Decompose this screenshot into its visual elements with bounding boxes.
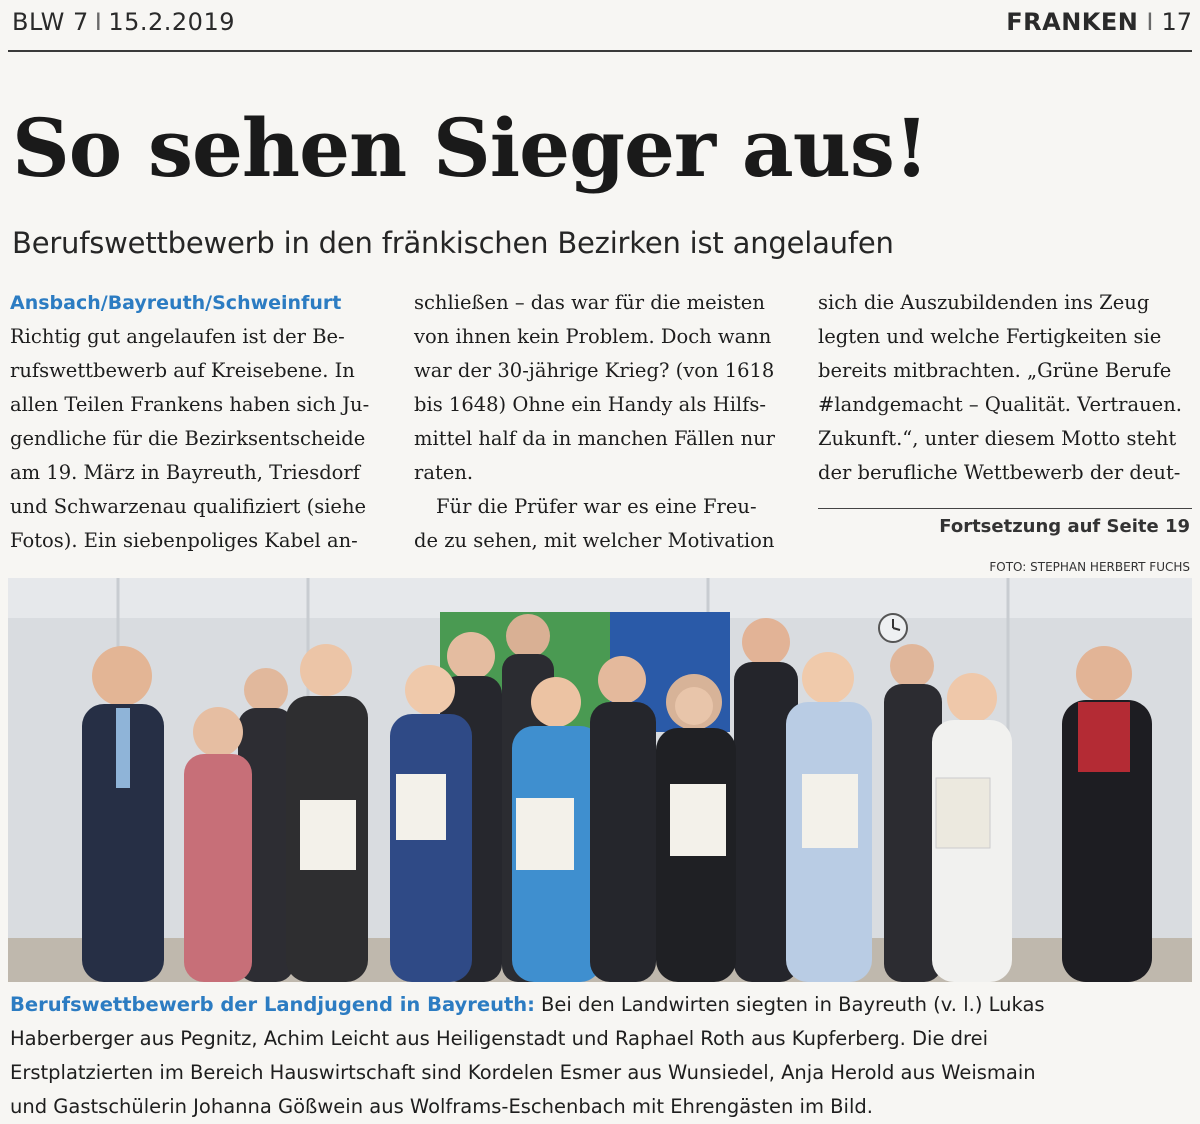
issue-date: 15.2.2019	[108, 8, 235, 36]
text-line: schließen – das war für die meisten	[414, 291, 765, 314]
text-line: Richtig gut angelaufen ist der Be-	[10, 325, 345, 348]
text-line: der berufliche Wettbewerb der deut-	[818, 461, 1181, 484]
group-photo	[8, 578, 1192, 982]
header-separator: I	[94, 8, 103, 36]
page-header	[0, 0, 1200, 50]
headline: So sehen Sieger aus!	[12, 101, 929, 195]
text-line: gendliche für die Bezirksentscheide	[10, 427, 366, 450]
photo-credit: FOTO: STEPHAN HERBERT FUCHS	[989, 560, 1190, 574]
caption-line: Haberberger aus Pegnitz, Achim Leicht aus Heiligenstadt und Raphael Roth aus Kupferberg. Die drei	[10, 1027, 989, 1050]
article-column-3	[818, 286, 1190, 490]
text-line: sich die Auszubildenden ins Zeug	[818, 291, 1150, 314]
text-line: und Schwarzenau qualifiziert (siehe	[10, 495, 367, 518]
text-line: von ihnen kein Problem. Doch wann	[414, 325, 772, 348]
text-line: allen Teilen Frankens haben sich Ju-	[10, 393, 370, 416]
header-rule	[8, 50, 1192, 52]
text-line: bis 1648) Ohne ein Handy als Hilfs-	[414, 393, 766, 416]
continuation-rule	[818, 508, 1192, 509]
text-line: Fotos). Ein siebenpoliges Kabel an-	[10, 529, 358, 552]
caption-line	[10, 988, 1190, 1022]
text-line: #landgemacht – Qualität. Vertrauen.	[818, 393, 1182, 416]
text-line: legten und welche Fertigkeiten sie	[818, 325, 1162, 348]
text-line: am 19. März in Bayreuth, Triesdorf	[10, 461, 360, 484]
page-number: 17	[1161, 8, 1192, 36]
issue-info	[12, 8, 235, 36]
section-info	[1006, 8, 1192, 36]
caption-line: Erstplatzierten im Bereich Hauswirtschaft sind Kordelen Esmer aus Wunsiedel, Anja Herold aus Weismain	[10, 1061, 1036, 1084]
text-line: de zu sehen, mit welcher Motivation	[414, 529, 775, 552]
continuation-note: Fortsetzung auf Seite 19	[939, 516, 1190, 537]
group-photo-illustration	[8, 578, 1192, 982]
publication-name: BLW 7	[12, 8, 89, 36]
article-column-1	[10, 286, 382, 558]
caption-text: Bei den Landwirten siegten in Bayreuth (v. l.) Lukas	[540, 993, 1045, 1016]
text-line: rufswettbewerb auf Kreisebene. In	[10, 359, 355, 382]
header-separator: I	[1146, 8, 1154, 36]
caption-lead: Berufswettbewerb der Landjugend in Bayreuth:	[10, 993, 535, 1016]
text-line: mittel half da in manchen Fällen nur	[414, 427, 776, 450]
section-name: FRANKEN	[1006, 8, 1139, 36]
dateline: Ansbach/Bayreuth/Schweinfurt	[10, 292, 342, 314]
article-column-2	[414, 286, 786, 558]
text-line: raten.	[414, 461, 474, 484]
text-line: bereits mitbrachten. „Grüne Berufe	[818, 359, 1172, 382]
subheadline: Berufswettbewerb in den fränkischen Bezirken ist angelaufen	[12, 226, 894, 260]
caption-line: und Gastschülerin Johanna Gößwein aus Wolframs-Eschenbach mit Ehrengästen im Bild.	[10, 1095, 873, 1118]
text-line: war der 30-jährige Krieg? (von 1618	[414, 359, 775, 382]
text-line: Für die Prüfer war es eine Freu-	[436, 495, 757, 518]
photo-caption	[10, 988, 1190, 1124]
text-line: Zukunft.“, unter diesem Motto steht	[818, 427, 1177, 450]
